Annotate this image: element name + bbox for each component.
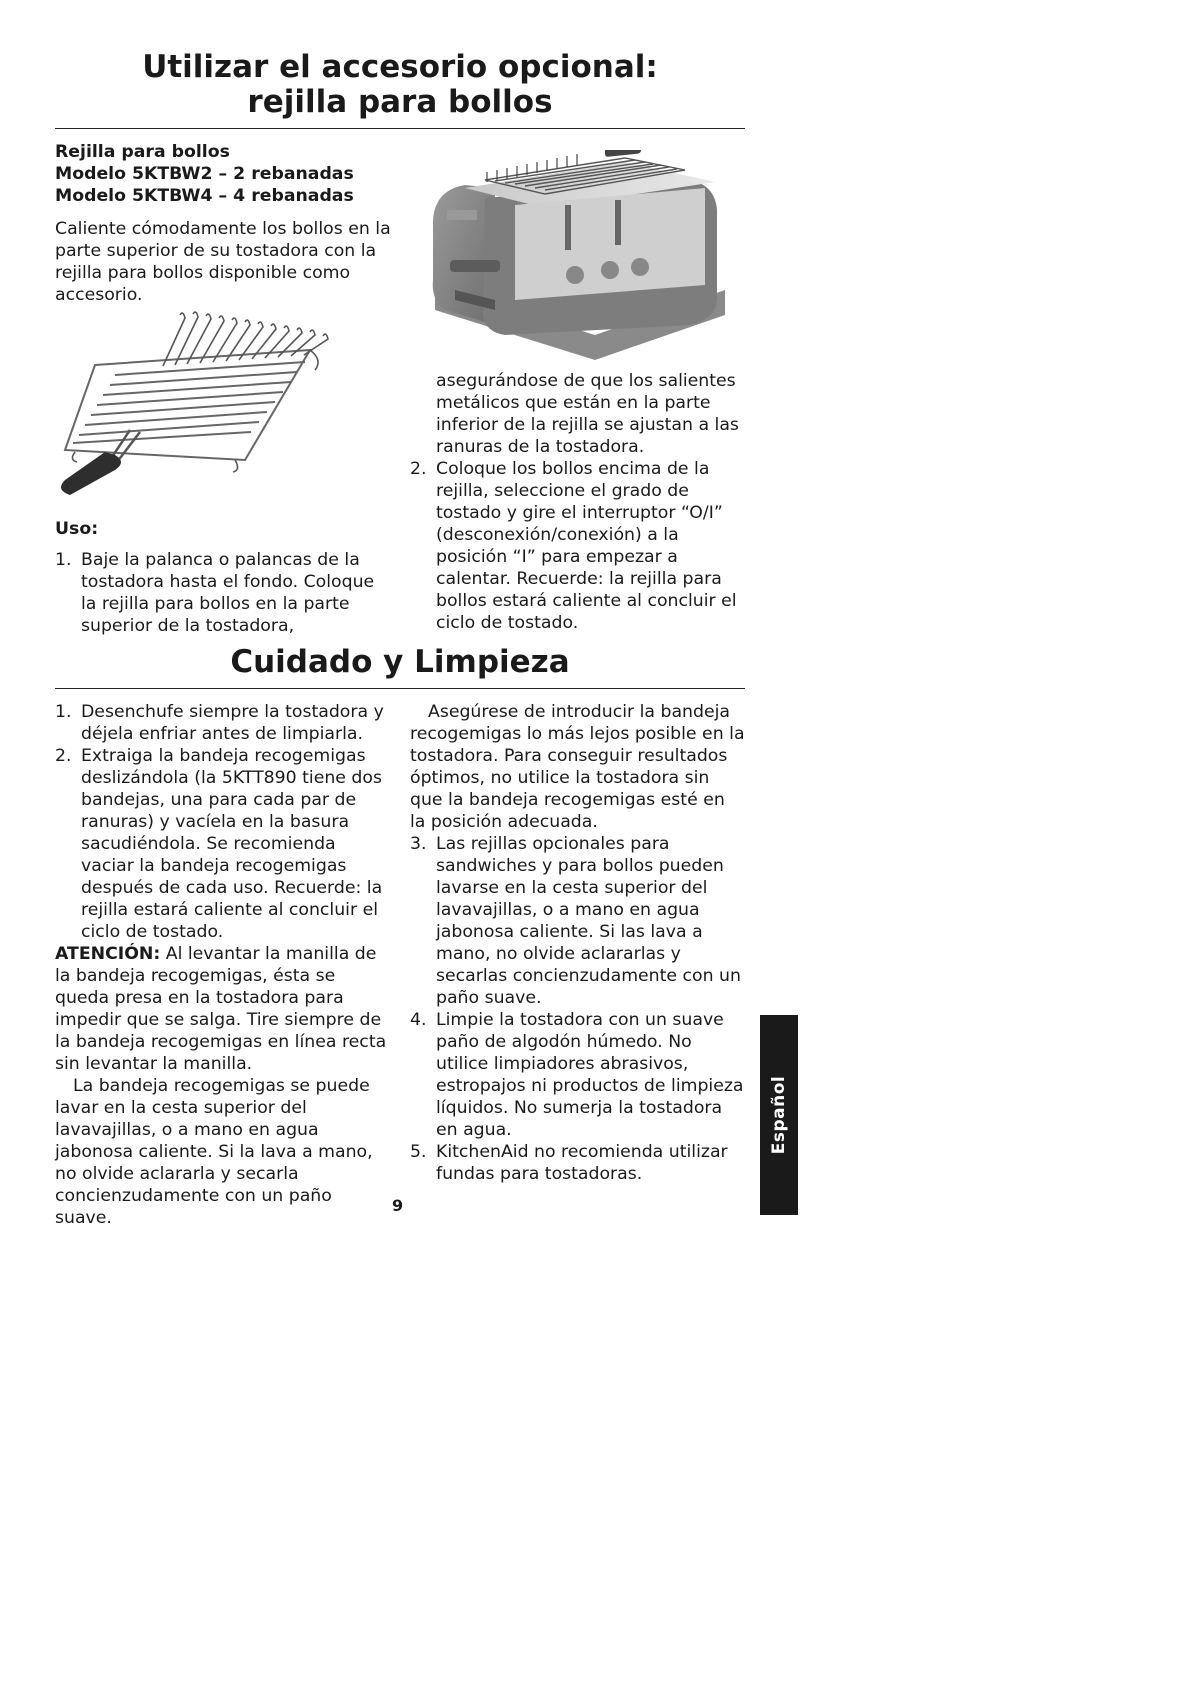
care-steps-right bbox=[410, 833, 745, 1185]
uso-steps-right bbox=[410, 370, 740, 634]
step-text: asegurándose de que los salientes metálicos que están en la parte inferior de la rejilla se ajustan a las ranuras de la tostadora. bbox=[436, 371, 739, 457]
step-number: 5. bbox=[410, 1142, 427, 1162]
attention-label: ATENCIÓN: bbox=[55, 944, 161, 964]
step-number: 1. bbox=[55, 702, 72, 722]
page-number: 9 bbox=[392, 1196, 404, 1215]
section1-divider bbox=[55, 128, 745, 129]
care-left-column bbox=[55, 701, 390, 1229]
section2-divider bbox=[55, 688, 745, 689]
step-text: KitchenAid no recomienda utilizar fundas para tostadoras. bbox=[436, 1142, 728, 1184]
care-steps-left bbox=[55, 701, 390, 943]
list-item bbox=[410, 1141, 745, 1185]
language-label: Español bbox=[769, 1075, 790, 1155]
list-item bbox=[410, 370, 740, 458]
section1-title-line2: rejilla para bollos bbox=[247, 84, 553, 120]
list-item bbox=[55, 701, 390, 745]
tray-paragraph: Asegúrese de introducir la bandeja recogemigas lo más lejos posible en la tostadora. Para conseguir resultados óptimos, no utilice la tostadora sin que la bandeja recogemigas esté en la posición adecuada. bbox=[410, 702, 745, 832]
step-number: 3. bbox=[410, 834, 427, 854]
step-text: Extraiga la bandeja recogemigas deslizándola (la 5KTT890 tiene dos bandejas, una para cada par de ranuras) y vacíela en la basura sacudiéndola. Se recomienda vaciar la bandeja recogemigas después de cada uso. Recuerde: la rejilla estará caliente al concluir el ciclo de tostado. bbox=[81, 746, 383, 942]
section1-title-line1: Utilizar el accesorio opcional: bbox=[142, 49, 658, 85]
uso-steps-left bbox=[55, 549, 385, 637]
toaster-illustration bbox=[425, 150, 735, 365]
list-item bbox=[410, 1009, 745, 1141]
subhead-line: Modelo 5KTBW4 – 4 rebanadas bbox=[55, 186, 354, 206]
model-subhead bbox=[55, 141, 415, 207]
list-item bbox=[55, 745, 390, 943]
step-text: Baje la palanca o palancas de la tostadora hasta el fondo. Coloque la rejilla para bollos en la parte superior de la tostadora, bbox=[81, 550, 375, 636]
step-number: 2. bbox=[55, 746, 72, 766]
subhead-line: Rejilla para bollos bbox=[55, 142, 230, 162]
care-right-column bbox=[410, 701, 745, 1185]
step-text: Las rejillas opcionales para sandwiches y para bollos pueden lavarse en la cesta superior del lavavajillas, o a mano en agua jabonosa caliente. Si las lava a mano, no olvide aclararlas y secarlas concienzudamente con un paño suave. bbox=[436, 834, 741, 1008]
step-number: 4. bbox=[410, 1010, 427, 1030]
bun-rack-illustration bbox=[55, 310, 345, 505]
subhead-line: Modelo 5KTBW2 – 2 rebanadas bbox=[55, 164, 354, 184]
wash-paragraph: La bandeja recogemigas se puede lavar en la cesta superior del lavavajillas, o a mano en agua jabonosa caliente. Si la lava a mano, no olvide aclararla y secarla concienzudamente con un paño suave. bbox=[55, 1076, 373, 1228]
uso-label: Uso: bbox=[55, 519, 99, 539]
intro-paragraph: Caliente cómodamente los bollos en la parte superior de su tostadora con la rejilla para bollos disponible como accesorio. bbox=[55, 219, 391, 305]
step-number: 1. bbox=[55, 550, 72, 570]
list-item bbox=[410, 458, 740, 634]
attention-paragraph bbox=[55, 943, 390, 1075]
step-text: Desenchufe siempre la tostadora y déjela enfriar antes de limpiarla. bbox=[81, 702, 384, 744]
step-text: Coloque los bollos encima de la rejilla, seleccione el grado de tostado y gire el interruptor “O/I” (desconexión/conexión) a la posición “I” para empezar a calentar. Recuerde: la rejilla para bollos estará caliente al concluir el ciclo de tostado. bbox=[436, 459, 737, 633]
language-side-tab bbox=[760, 1015, 798, 1215]
section2-title: Cuidado y Limpieza bbox=[230, 644, 570, 680]
step-number: 2. bbox=[410, 459, 427, 479]
list-item bbox=[410, 833, 745, 1009]
list-item bbox=[55, 549, 385, 637]
section1-title bbox=[55, 50, 745, 120]
step-text: Limpie la tostadora con un suave paño de algodón húmedo. No utilice limpiadores abrasivos, estropajos ni productos de limpieza líquidos. No sumerja la tostadora en agua. bbox=[436, 1010, 744, 1140]
attention-text: Al levantar la manilla de la bandeja recogemigas, ésta se queda presa en la tostadora para impedir que se salga. Tire siempre de la bandeja recogemigas en línea recta sin levantar la manilla. bbox=[55, 944, 387, 1074]
